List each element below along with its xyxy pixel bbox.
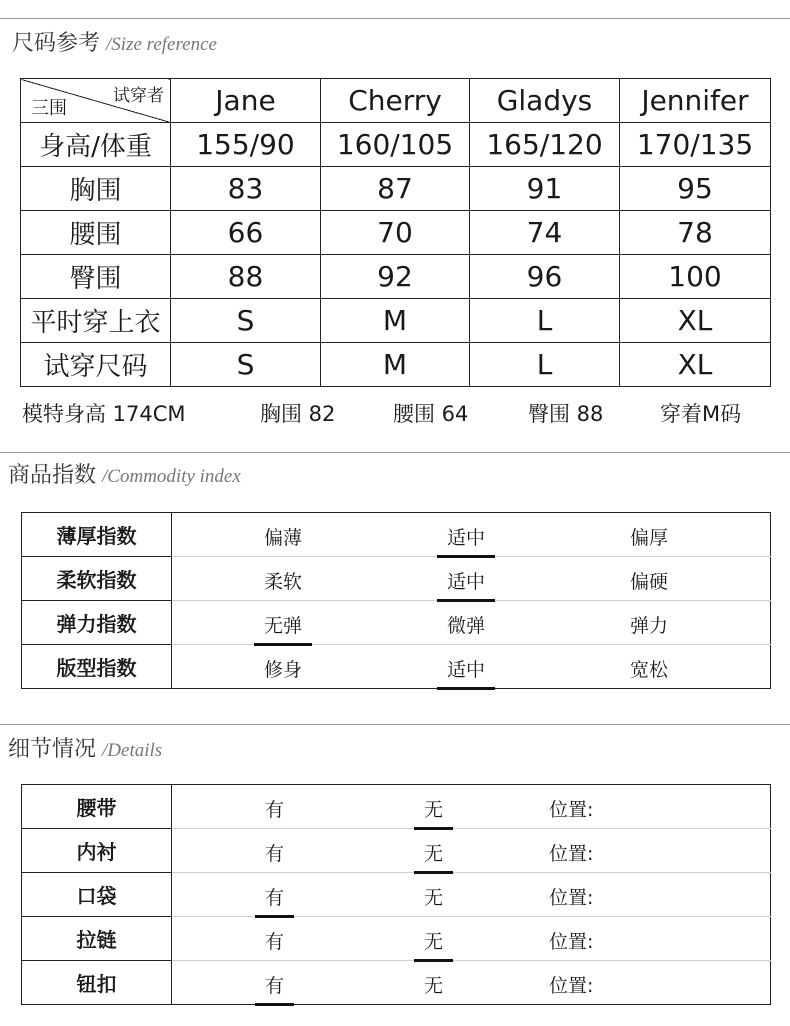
- size-table: [20, 78, 771, 387]
- model-bust: 胸围 82: [260, 402, 336, 426]
- index-option: 偏硬: [630, 571, 669, 593]
- details-title-cn: 细节情况: [8, 737, 97, 762]
- index-label: 弹力指数: [22, 601, 172, 645]
- size-title-cn: 尺码参考: [12, 31, 101, 56]
- details-options: [172, 829, 771, 873]
- size-section-title: [12, 26, 217, 57]
- column-header: Gladys: [470, 79, 620, 123]
- table-cell: 160/105: [321, 123, 470, 167]
- position-label: 位置:: [549, 799, 594, 821]
- row-label: 胸围: [21, 167, 171, 211]
- table-row: [21, 211, 771, 255]
- index-option-selected: 无弹: [264, 611, 302, 638]
- row-label: 平时穿上衣: [21, 299, 171, 343]
- position-label: 位置:: [549, 975, 594, 997]
- table-cell: 74: [470, 211, 620, 255]
- index-option: 宽松: [630, 659, 669, 681]
- index-option-selected: 适中: [447, 523, 485, 550]
- size-title-en: /Size reference: [106, 34, 217, 55]
- details-label: 腰带: [22, 785, 172, 829]
- table-cell: 165/120: [470, 123, 620, 167]
- table-cell: 155/90: [171, 123, 321, 167]
- model-hip: 臀围 88: [528, 402, 604, 426]
- row-label: 试穿尺码: [21, 343, 171, 387]
- table-cell: 96: [470, 255, 620, 299]
- index-options: [172, 513, 771, 557]
- details-row: [22, 829, 771, 873]
- table-cell: 95: [620, 167, 771, 211]
- table-cell: 70: [321, 211, 470, 255]
- table-cell: 66: [171, 211, 321, 255]
- details-row: [22, 917, 771, 961]
- index-options: [172, 557, 771, 601]
- table-cell: XL: [620, 343, 771, 387]
- details-row: [22, 961, 771, 1005]
- row-label: 腰围: [21, 211, 171, 255]
- index-options: [172, 601, 771, 645]
- details-label: 口袋: [22, 873, 172, 917]
- details-option: 有: [265, 843, 285, 865]
- row-label: 身高/体重: [21, 123, 171, 167]
- divider-details: [0, 724, 790, 725]
- details-table: [21, 784, 771, 1005]
- table-row: [21, 123, 771, 167]
- index-table: [21, 512, 771, 689]
- details-label: 内衬: [22, 829, 172, 873]
- column-header: Jennifer: [620, 79, 771, 123]
- position-label: 位置:: [549, 843, 594, 865]
- index-title-cn: 商品指数: [8, 463, 97, 488]
- table-cell: 88: [171, 255, 321, 299]
- column-header: Jane: [171, 79, 321, 123]
- model-waist: 腰围 64: [393, 402, 469, 426]
- model-size: 穿着M码: [660, 402, 742, 426]
- table-cell: 170/135: [620, 123, 771, 167]
- index-label: 版型指数: [22, 645, 172, 689]
- details-option-selected: 无: [424, 795, 443, 822]
- model-height: 模特身高 174CM: [22, 402, 186, 426]
- details-row: [22, 785, 771, 829]
- position-label: 位置:: [549, 931, 594, 953]
- corner-cell: [21, 79, 171, 123]
- details-option: 有: [265, 931, 285, 953]
- details-label: 钮扣: [22, 961, 172, 1005]
- index-row: [22, 645, 771, 689]
- corner-top-label: 试穿者: [113, 86, 164, 106]
- index-option: 偏薄: [264, 527, 303, 549]
- index-section-title: [8, 458, 241, 489]
- details-options: [172, 961, 771, 1005]
- table-cell: M: [321, 343, 470, 387]
- details-option-selected: 无: [424, 839, 443, 866]
- index-label: 柔软指数: [22, 557, 172, 601]
- table-cell: S: [171, 343, 321, 387]
- index-option-selected: 适中: [447, 655, 485, 682]
- details-label: 拉链: [22, 917, 172, 961]
- index-row: [22, 513, 771, 557]
- table-cell: XL: [620, 299, 771, 343]
- details-option-selected: 无: [424, 927, 443, 954]
- table-cell: L: [470, 343, 620, 387]
- index-option: 柔软: [264, 571, 303, 593]
- index-option: 微弹: [447, 615, 486, 637]
- row-label: 臀围: [21, 255, 171, 299]
- details-options: [172, 873, 771, 917]
- details-options: [172, 917, 771, 961]
- size-header-row: [21, 79, 771, 123]
- index-option: 弹力: [630, 615, 669, 637]
- index-row: [22, 601, 771, 645]
- details-option-selected: 有: [265, 971, 284, 998]
- index-row: [22, 557, 771, 601]
- table-cell: S: [171, 299, 321, 343]
- table-cell: L: [470, 299, 620, 343]
- table-cell: 100: [620, 255, 771, 299]
- index-option-selected: 适中: [447, 567, 485, 594]
- table-cell: M: [321, 299, 470, 343]
- position-label: 位置:: [549, 887, 594, 909]
- table-row: [21, 343, 771, 387]
- details-option-selected: 有: [265, 883, 284, 910]
- table-cell: 78: [620, 211, 771, 255]
- details-option: 无: [424, 975, 444, 997]
- details-option: 无: [424, 887, 444, 909]
- details-section-title: [8, 732, 162, 763]
- corner-bottom-label: 三围: [31, 98, 67, 119]
- details-options: [172, 785, 771, 829]
- index-option: 偏厚: [630, 527, 669, 549]
- index-options: [172, 645, 771, 689]
- details-title-en: /Details: [102, 740, 163, 761]
- details-option: 有: [265, 799, 285, 821]
- table-row: [21, 255, 771, 299]
- divider-size: [0, 18, 790, 19]
- column-header: Cherry: [321, 79, 470, 123]
- index-label: 薄厚指数: [22, 513, 172, 557]
- divider-index: [0, 452, 790, 453]
- table-row: [21, 167, 771, 211]
- table-row: [21, 299, 771, 343]
- table-cell: 92: [321, 255, 470, 299]
- table-cell: 91: [470, 167, 620, 211]
- model-info: [22, 398, 782, 428]
- table-cell: 87: [321, 167, 470, 211]
- index-title-en: /Commodity index: [102, 466, 241, 487]
- index-option: 修身: [264, 659, 303, 681]
- details-row: [22, 873, 771, 917]
- table-cell: 83: [171, 167, 321, 211]
